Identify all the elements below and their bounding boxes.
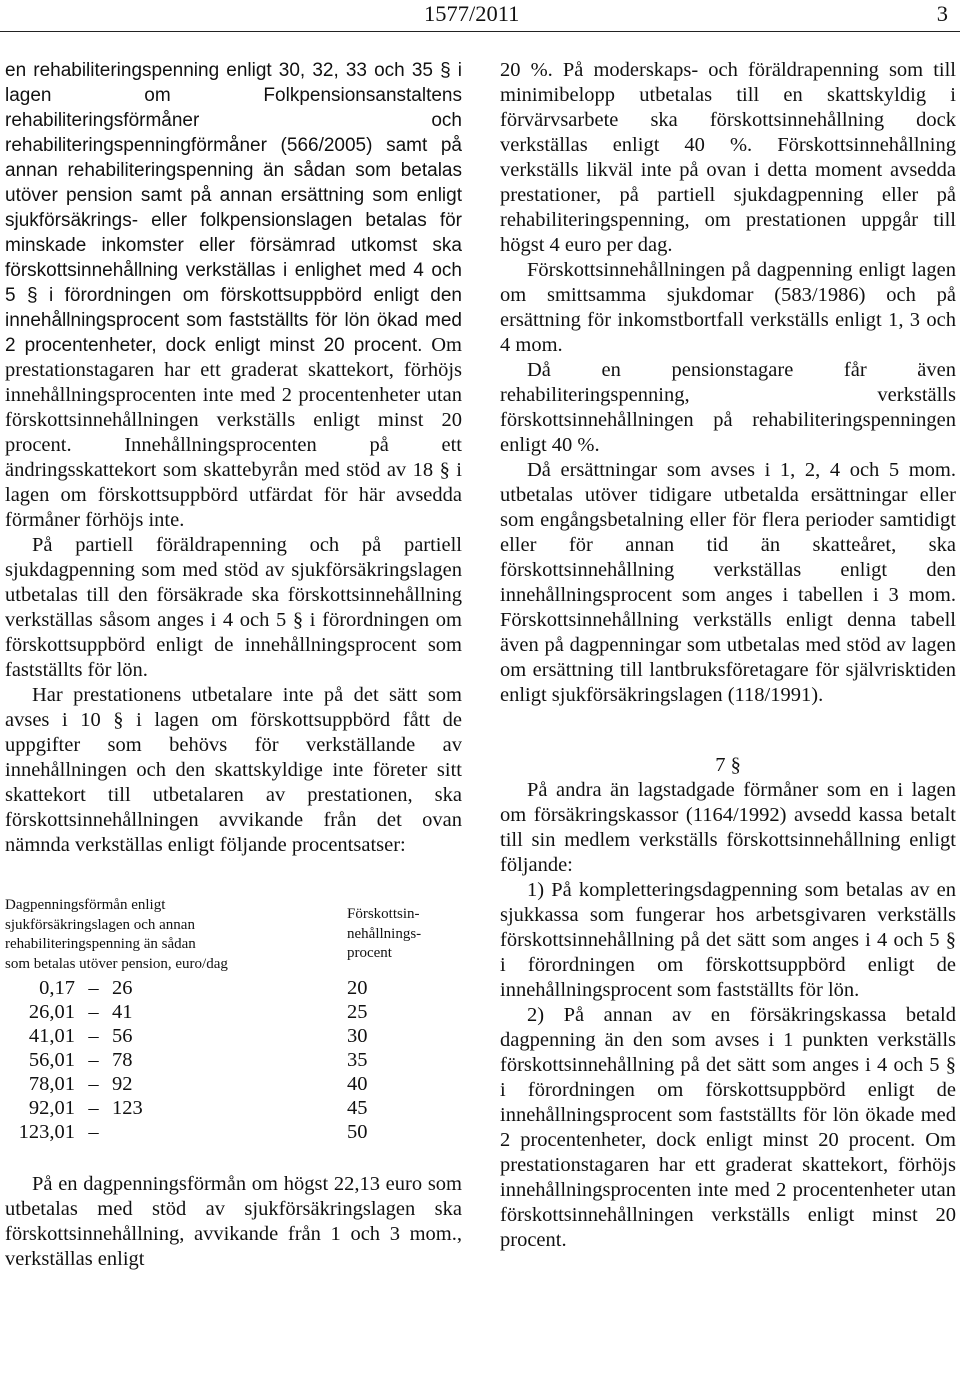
range-to: 78 (112, 1049, 133, 1071)
right-paragraph-5: På andra än lagstadgade förmåner som en i lagen om försäkringskassor (1164/1992) avsedd kassa betalt till sin medlem verkställs förskottsinnehållning enligt följande: (500, 779, 956, 876)
range-to (112, 1120, 156, 1144)
percent-value: 25 (347, 1001, 368, 1023)
left-paragraph-2: På partiell föräldrapenning och på partiell sjukdagpenning som med stöd av sjukförsäkringslagen utbetalas till den försäkrade ska förskottsinnehållning verkställas såsom anges i 4 och 5 § i förordningen om förskottsuppbörd enligt de innehållningsprocent som fastställts för lön. (5, 534, 462, 681)
percent-value: 45 (347, 1097, 368, 1119)
table-row (5, 976, 407, 1000)
percent-value: 50 (347, 1121, 368, 1143)
table-row (5, 1096, 407, 1120)
range-dash: – (88, 1097, 99, 1119)
right-paragraph-6: 1) På kompletteringsdagpenning som betalas av en sjukkassa som fungerar hos arbetsgivaren verkställs förskottsinnehållning på det sätt som anges i 4 och 5 § i förordningen om förskottsuppbörd enligt de innehållningsprocent som fastställts för lön. (500, 879, 956, 1001)
range-to: 41 (112, 1001, 133, 1023)
right-column (500, 58, 956, 1253)
header-line: som betalas utöver pension, euro/dag (5, 955, 228, 972)
percent-value: 40 (347, 1073, 368, 1095)
section-heading: 7 § (715, 754, 741, 776)
range-from: 78,01 (28, 1073, 75, 1095)
page-header (0, 0, 960, 30)
section-spacer (500, 708, 956, 753)
table-row (5, 1048, 407, 1072)
right-paragraph-7: 2) På annan av en försäkringskassa betald dagpenning än den som avses i 1 punkten verkställs förskottsinnehållning på det sätt som anges i 4 och 5 § i förordningen om förskottsuppbörd enligt de innehållningsprocent som fastställts för lön ökade med 2 procentenheter, dock enligt minst 20 procent. Om prestationstagaren har ett graderat skattekort, förhöjs innehållningsprocenten inte med 2 procentenheter utan förskottsinnehållningen verkställs enligt minst 20 procent. (500, 1004, 956, 1251)
header-line: procent (347, 945, 392, 961)
left-paragraph-1 (5, 58, 462, 533)
table-row (5, 1000, 407, 1024)
range-to: 92 (112, 1073, 133, 1095)
header-line: rehabiliteringspenning än sådan (5, 936, 196, 952)
range-to: 123 (112, 1097, 143, 1119)
right-paragraph-3: Då en pensionstagare får även rehabiliteringspenning, verkställs förskottsinnehållningen på rehabiliteringspenningen enligt 40 %. (500, 359, 956, 456)
range-from: 92,01 (28, 1097, 75, 1119)
document-number: 1577/2011 (424, 1, 520, 26)
rate-table-header-col2 (347, 905, 467, 964)
range-to: 26 (112, 977, 133, 999)
header-line: Förskottsin- (347, 906, 420, 922)
table-spacer-after (5, 1144, 462, 1172)
table-row (5, 1072, 407, 1096)
left-paragraph-4: På en dagpenningsförmån om högst 22,13 euro som utbetalas med stöd av sjukförsäkringslagen ska förskottsinnehållning, avvikande från 1 och 3 mom., verkställas enligt (5, 1173, 462, 1270)
range-from: 41,01 (28, 1025, 75, 1047)
range-from: 0,17 (39, 977, 75, 999)
range-from: 123,01 (18, 1121, 75, 1143)
left-paragraph-3: Har prestationens utbetalare inte på det sätt som avses i 10 § i lagen om förskottsuppbörd fått de uppgifter som behövs för verkställande av innehållningen och den skattskyldige inte företer sitt skattekort till utbetalaren av prestationen, ska förskottsinnehållningen avvikande från det ovan nämnda verkställas enligt följande procentsatser: (5, 684, 462, 856)
left-paragraph-1-serif: Om prestationstagaren har ett graderat skattekort, förhöjs innehållningsprocenten inte med 2 procentenheter utan förskottsinnehållningen verkställs enligt minst 20 procent. Innehållningsprocenten på ett ändringsskattekort som skattebyrån med stöd av 18 § i lagen om förskottsuppbörd utfärdat för här avsedda förmåner förhöjs inte. (5, 334, 462, 531)
page-number: 3 (936, 1, 948, 26)
right-paragraph-1: 20 %. På moderskaps- och föräldrapenning som till minimibelopp utbetalas till en skattskyldig i förvärvsarbete ska förskottsinnehållning dock verkställas enligt 40 %. Förskottsinnehållning verkställs likväl inte på ovan i detta moment avsedda prestationer, på partiell sjukdagpenning eller på rehabiliteringspenning, om prestationen uppgår till högst 4 euro per dag. (500, 59, 956, 256)
range-to: 56 (112, 1025, 133, 1047)
table-spacer (5, 858, 462, 896)
range-dash: – (88, 977, 99, 999)
left-column (5, 58, 462, 1272)
header-line: sjukförsäkringslagen och annan (5, 916, 195, 933)
table-row (5, 1120, 407, 1144)
rate-table-header-col1 (5, 896, 335, 974)
percent-value: 20 (347, 977, 368, 999)
header-rule (0, 31, 960, 32)
header-line: Dagpenningsförmån enligt (5, 897, 166, 913)
range-dash: – (88, 1049, 99, 1071)
rate-table (5, 976, 407, 1144)
percent-value: 35 (347, 1049, 368, 1071)
range-from: 56,01 (28, 1049, 75, 1071)
range-dash: – (88, 1001, 99, 1023)
left-paragraph-1-sans: en rehabiliteringspenning enligt 30, 32, 33 och 35 § i lagen om Folkpensionsanstaltens rehabiliteringsförmåner och rehabiliteringspenningförmåner (566/2005) samt på annan rehabiliteringspenning än sådan som betalas utöver pension samt på annan ersättning som enligt sjukförsäkrings- eller folkpensionslagen betalas för minskade inkomster eller försämrad utkomst ska förskottsinnehållning verkställas i enlighet med 4 och 5 § i förordningen om förskottsuppbörd enligt den innehållningsprocent som fastställts för lön ökad med 2 procentenheter, dock enligt minst 20 procent. (5, 60, 462, 356)
header-line: nehållnings- (347, 925, 422, 942)
range-from: 26,01 (28, 1001, 75, 1023)
percent-value: 30 (347, 1025, 368, 1047)
range-dash: – (88, 1073, 99, 1095)
table-row (5, 1024, 407, 1048)
right-paragraph-2: Förskottsinnehållningen på dagpenning enligt lagen om smittsamma sjukdomar (583/1986) och på ersättning för inkomstbortfall verkställs enligt 1, 3 och 4 mom. (500, 259, 956, 356)
range-dash: – (88, 1025, 99, 1047)
rate-table-header (5, 896, 462, 976)
range-dash: – (88, 1121, 99, 1143)
right-paragraph-4: Då ersättningar som avses i 1, 2, 4 och 5 mom. utbetalas utöver tidigare utbetalda ersättningar eller som engångsbetalning eller för flera perioder samtidigt eller för annan tid än skatteåret, ska förskottsinnehållning verkställas enligt den innehållningsprocent som anges i tabellen i 3 mom. Förskottsinnehållning verkställs enligt denna tabell även på dagpenningar som utbetalas med stöd av lagen om ersättning till lantbruksföretagare för självrisktiden enligt sjukförsäkringslagen (118/1991). (500, 459, 956, 706)
